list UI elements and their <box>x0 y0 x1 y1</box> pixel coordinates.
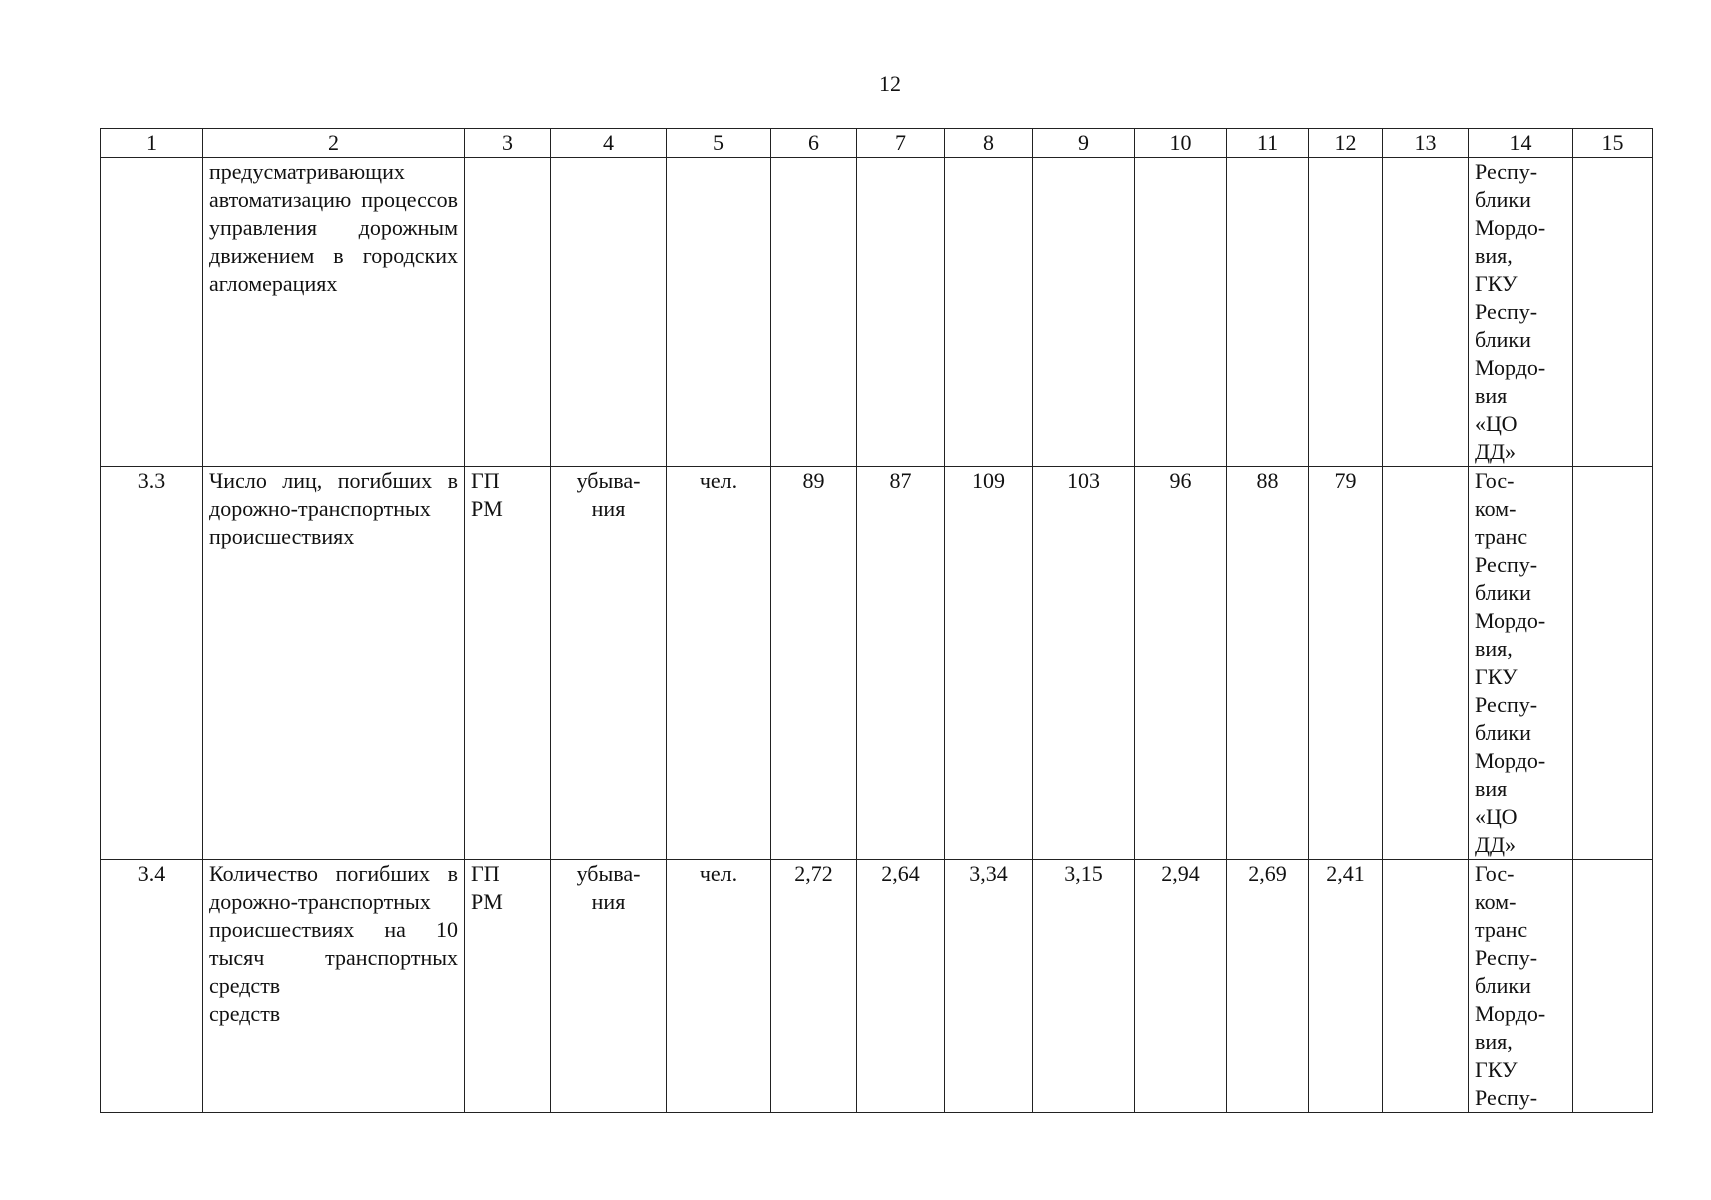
value-cell-7: 87 <box>857 467 945 860</box>
responsible-line: Гос- <box>1475 861 1515 886</box>
responsible-line: Респу- <box>1475 552 1538 577</box>
column-header: 2 <box>203 129 465 158</box>
column-header: 1 <box>101 129 203 158</box>
value-cell-10: 2,94 <box>1135 860 1227 1113</box>
responsible-line: блики <box>1475 973 1531 998</box>
responsible-line: вия, <box>1475 243 1513 268</box>
responsible-line: ДД» <box>1475 832 1517 857</box>
indicator-name-line: средств <box>209 1001 281 1026</box>
value-cell-13 <box>1383 467 1469 860</box>
trend-cell <box>551 158 667 467</box>
responsible-line: Респу- <box>1475 159 1538 184</box>
column-header: 15 <box>1573 129 1653 158</box>
value-cell-12: 2,41 <box>1309 860 1383 1113</box>
column-header: 12 <box>1309 129 1383 158</box>
responsible-cell <box>1469 158 1573 467</box>
responsible-line: Мордо- <box>1475 748 1546 773</box>
responsible-line: Мордо- <box>1475 355 1546 380</box>
responsible-line: Респу- <box>1475 945 1538 970</box>
document-cell <box>465 860 551 1113</box>
column-header: 10 <box>1135 129 1227 158</box>
responsible-line: ГКУ <box>1475 271 1518 296</box>
column-header: 7 <box>857 129 945 158</box>
value-cell-12 <box>1309 158 1383 467</box>
responsible-line: транс <box>1475 524 1528 549</box>
unit-cell: чел. <box>667 467 771 860</box>
value-cell-8 <box>945 158 1033 467</box>
responsible-line: вия <box>1475 776 1508 801</box>
value-cell-15 <box>1573 860 1653 1113</box>
responsible-line: ДД» <box>1475 439 1517 464</box>
responsible-line: вия <box>1475 383 1508 408</box>
value-cell-9 <box>1033 158 1135 467</box>
document-line: ГП <box>471 468 500 493</box>
indicator-name-cell <box>203 860 465 1113</box>
value-cell-15 <box>1573 467 1653 860</box>
value-cell-7: 2,64 <box>857 860 945 1113</box>
responsible-line: Респу- <box>1475 1085 1538 1110</box>
responsible-line: Гос- <box>1475 468 1515 493</box>
column-header: 3 <box>465 129 551 158</box>
responsible-line: ком- <box>1475 889 1517 914</box>
table-row <box>101 467 1653 860</box>
value-cell-8: 3,34 <box>945 860 1033 1113</box>
column-header: 6 <box>771 129 857 158</box>
responsible-line: ГКУ <box>1475 1057 1518 1082</box>
value-cell-6: 89 <box>771 467 857 860</box>
trend-cell <box>551 860 667 1113</box>
trend-line: убыва- <box>576 468 641 493</box>
indicator-name-cell: Число лиц, погибших в дорожно-транспортных происшествиях <box>203 467 465 860</box>
responsible-cell <box>1469 467 1573 860</box>
column-header: 11 <box>1227 129 1309 158</box>
value-cell-13 <box>1383 860 1469 1113</box>
responsible-line: Мордо- <box>1475 215 1546 240</box>
column-header: 9 <box>1033 129 1135 158</box>
document-line: РМ <box>471 889 503 914</box>
page-number: 12 <box>879 71 901 96</box>
column-header: 13 <box>1383 129 1469 158</box>
responsible-line: Респу- <box>1475 299 1538 324</box>
responsible-cell <box>1469 860 1573 1113</box>
trend-cell <box>551 467 667 860</box>
value-cell-12: 79 <box>1309 467 1383 860</box>
value-cell-11: 88 <box>1227 467 1309 860</box>
row-number-cell: 3.4 <box>101 860 203 1113</box>
responsible-line: блики <box>1475 720 1531 745</box>
value-cell-6: 2,72 <box>771 860 857 1113</box>
responsible-line: ком- <box>1475 496 1517 521</box>
document-line: ГП <box>471 861 500 886</box>
document-cell <box>465 467 551 860</box>
unit-cell <box>667 158 771 467</box>
column-header: 4 <box>551 129 667 158</box>
indicator-name-line: Количество погибших в дорожно-транспортных происшествиях на 10 тысяч транспортных средств <box>209 861 458 998</box>
value-cell-6 <box>771 158 857 467</box>
responsible-line: Мордо- <box>1475 1001 1546 1026</box>
value-cell-7 <box>857 158 945 467</box>
value-cell-15 <box>1573 158 1653 467</box>
trend-line: убыва- <box>576 861 641 886</box>
trend-line: ния <box>591 889 626 914</box>
value-cell-13 <box>1383 158 1469 467</box>
value-cell-9: 3,15 <box>1033 860 1135 1113</box>
value-cell-9: 103 <box>1033 467 1135 860</box>
responsible-line: блики <box>1475 580 1531 605</box>
table-header-row <box>101 129 1653 158</box>
responsible-line: ГКУ <box>1475 664 1518 689</box>
row-number-cell <box>101 158 203 467</box>
value-cell-11 <box>1227 158 1309 467</box>
responsible-line: вия, <box>1475 636 1513 661</box>
responsible-line: блики <box>1475 187 1531 212</box>
responsible-line: «ЦО <box>1475 804 1518 829</box>
value-cell-10 <box>1135 158 1227 467</box>
unit-cell: чел. <box>667 860 771 1113</box>
responsible-line: Мордо- <box>1475 608 1546 633</box>
row-number-cell: 3.3 <box>101 467 203 860</box>
table-row <box>101 860 1653 1113</box>
trend-line: ния <box>591 496 626 521</box>
responsible-line: транс <box>1475 917 1528 942</box>
responsible-line: вия, <box>1475 1029 1513 1054</box>
responsible-line: блики <box>1475 327 1531 352</box>
responsible-line: «ЦО <box>1475 411 1518 436</box>
indicators-table <box>100 128 1653 1113</box>
value-cell-10: 96 <box>1135 467 1227 860</box>
indicator-name-cell: предусматривающих автоматизацию процессов управления дорожным движением в городских агломерациях <box>203 158 465 467</box>
document-line: РМ <box>471 496 503 521</box>
responsible-line: Респу- <box>1475 692 1538 717</box>
column-header: 5 <box>667 129 771 158</box>
value-cell-8: 109 <box>945 467 1033 860</box>
value-cell-11: 2,69 <box>1227 860 1309 1113</box>
document-cell <box>465 158 551 467</box>
column-header: 14 <box>1469 129 1573 158</box>
table-row <box>101 158 1653 467</box>
column-header: 8 <box>945 129 1033 158</box>
